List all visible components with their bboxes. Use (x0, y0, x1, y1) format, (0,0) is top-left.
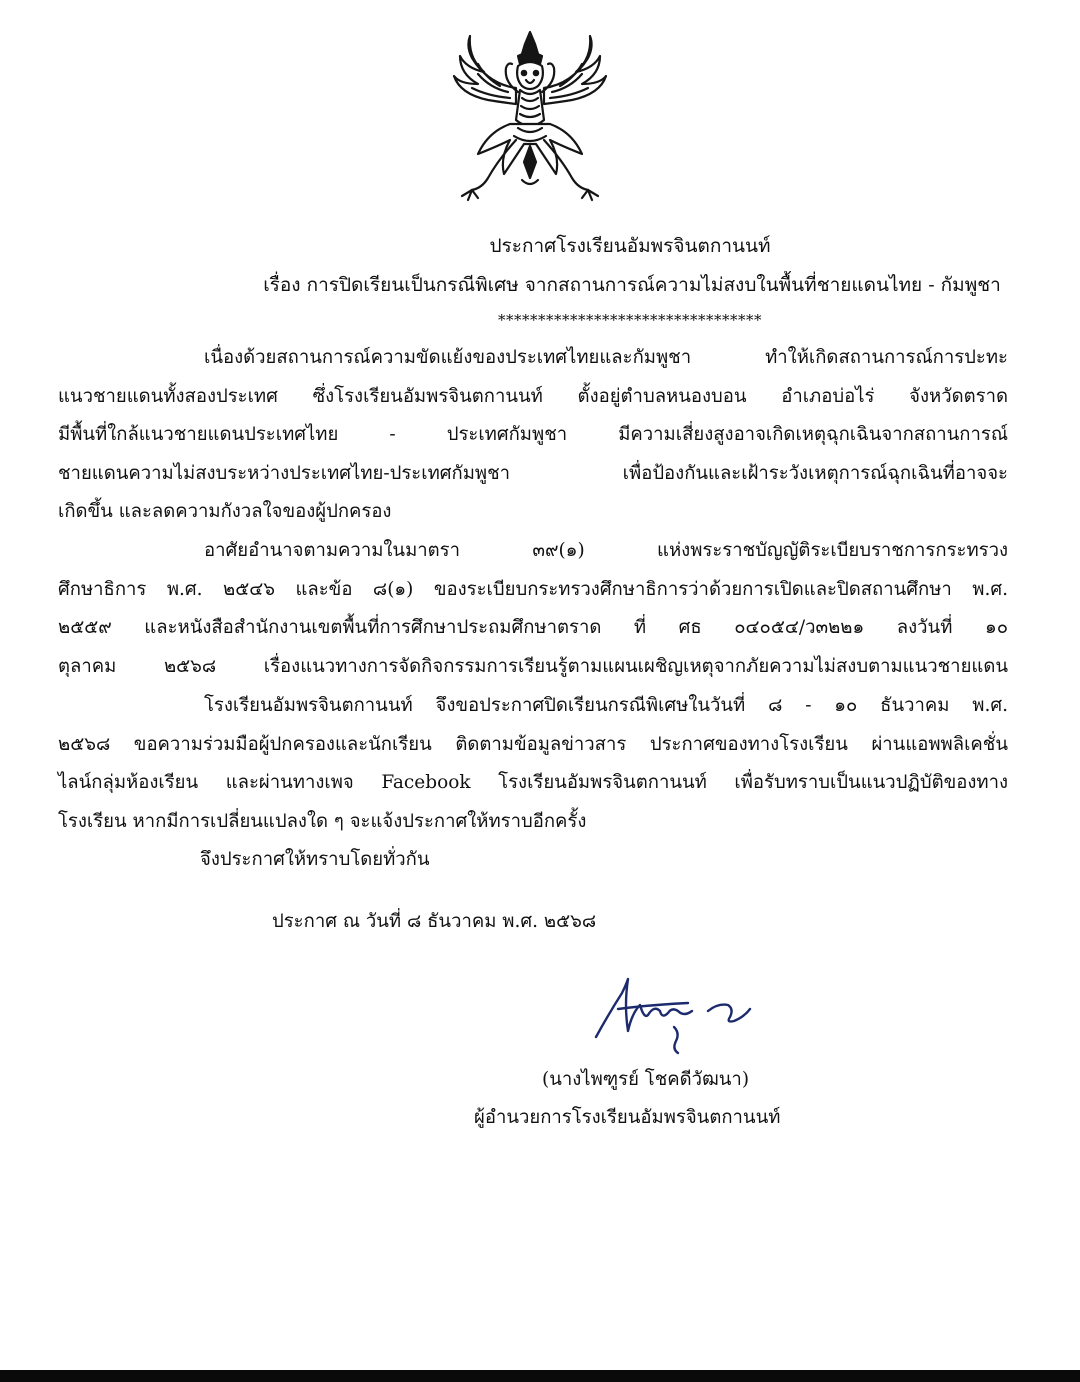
paragraph-line: ไลน์กลุ่มห้องเรียน และผ่านทางเพจ Facebook โรงเรียนอัมพรจินตกานนท์ เพื่อรับทราบเป็นแนวปฏิบัติของทาง (58, 772, 1008, 794)
paragraph-line: ๒๕๕๙ และหนังสือสำนักงานเขตพื้นที่การศึกษาประถมศึกษาตราด ที่ ศธ ๐๔๐๕๔/ว๓๒๒๑ ลงวันที่ ๑๐ (58, 617, 1008, 639)
bottom-border (0, 1370, 1080, 1382)
paragraph-line: อาศัยอำนาจตามความในมาตรา ๓๙(๑) แห่งพระราชบัญญัติระเบียบราชการกระทรวง (204, 540, 1008, 561)
paragraph-situation (58, 339, 1008, 532)
garuda-emblem-icon (448, 28, 612, 206)
paragraph-line: โรงเรียน หากมีการเปลี่ยนแปลงใด ๆ จะแจ้งประกาศให้ทราบอีกครั้ง (58, 810, 587, 832)
paragraph-legal-basis (58, 532, 1008, 686)
announcement-subject: เรื่อง การปิดเรียนเป็นกรณีพิเศษ จากสถานการณ์ความไม่สงบในพื้นที่ชายแดนไทย - กัมพูชา (263, 274, 1001, 296)
paragraph-line: ศึกษาธิการ พ.ศ. ๒๕๔๖ และข้อ ๘(๑) ของระเบียบกระทรวงศึกษาธิการว่าด้วยการเปิดและปิดสถานศึกษา พ.ศ. (58, 578, 1008, 600)
paragraph-line: ชายแดนความไม่สงบระหว่างประเทศไทย-ประเทศกัมพูชา เพื่อป้องกันและเฝ้าระวังเหตุการณ์ฉุกเฉินที่อาจจะ (58, 462, 1008, 484)
paragraph-line: มีพื้นที่ใกล้แนวชายแดนประเทศไทย - ประเทศกัมพูชา มีความเสี่ยงสูงอาจเกิดเหตุฉุกเฉินจากสถานการณ์ (58, 424, 1008, 446)
paragraph-line: โรงเรียนอัมพรจินตกานนท์ จึงขอประกาศปิดเรียนกรณีพิเศษในวันที่ ๘ - ๑๐ ธันวาคม พ.ศ. (204, 695, 1008, 716)
paragraph-line: แนวชายแดนทั้งสองประเทศ ซึ่งโรงเรียนอัมพรจินตกานนท์ ตั้งอยู่ตำบลหนองบอน อำเภอบ่อไร่ จังหวัดตราด (58, 385, 1008, 407)
announcement-title: ประกาศโรงเรียนอัมพรจินตกานนท์ (489, 235, 771, 257)
signer-position: ผู้อำนวยการโรงเรียนอัมพรจินตกานนท์ (474, 1107, 781, 1128)
announcement-date: ประกาศ ณ วันที่ ๘ ธันวาคม พ.ศ. ๒๕๖๘ (272, 911, 597, 932)
paragraph-line: ตุลาคม ๒๕๖๘ เรื่องแนวทางการจัดกิจกรรมการเรียนรู้ตามแผนเผชิญเหตุจากภัยความไม่สงบตามแนวชายแดน (58, 655, 1008, 677)
paragraph-line: เกิดขึ้น และลดความกังวลใจของผู้ปกครอง (58, 501, 392, 523)
signer-name: (นางไพฑูรย์ โชคดีวัฒนา) (542, 1069, 750, 1090)
signature-icon (588, 975, 758, 1065)
separator-line: ********************************* (498, 311, 762, 329)
paragraph-line: เนื่องด้วยสถานการณ์ความขัดแย้งของประเทศไทยและกัมพูชา ทำให้เกิดสถานการณ์การปะทะ (204, 347, 1008, 368)
paragraph-closure-notice (58, 687, 1008, 841)
paragraph-line: ๒๕๖๘ ขอความร่วมมือผู้ปกครองและนักเรียน ติดตามข้อมูลข่าวสาร ประกาศของทางโรงเรียน ผ่านแอพพลิเคชั่น (58, 733, 1008, 755)
closing-statement: จึงประกาศให้ทราบโดยทั่วกัน (200, 849, 430, 870)
